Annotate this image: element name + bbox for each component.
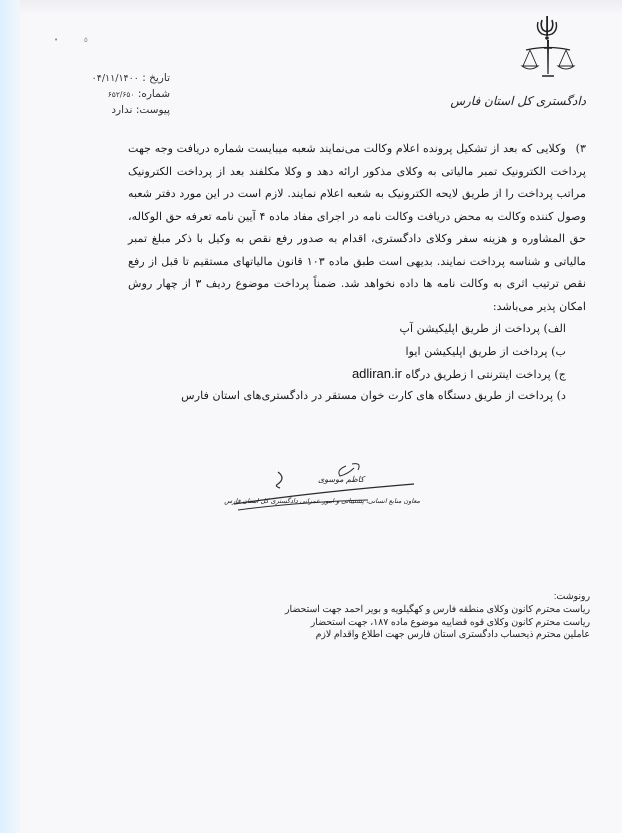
- signatory-title: معاون منابع انسانی، پشتیبانی و امور عمرانی دادگستری کل استان فارس: [224, 497, 420, 505]
- date-row: [60, 70, 170, 86]
- number-value: ۶۵۲/۶۵۰: [107, 90, 135, 99]
- list-item: [100, 318, 566, 341]
- copy-recipient: ریاست محترم کانون وکلای قوه قضاییه موضوع ماده ۱۸۷، جهت استحضار: [310, 615, 590, 627]
- number-row: [60, 86, 170, 102]
- letter-page: [20, 0, 622, 833]
- copies-label: رونوشت:: [553, 590, 590, 601]
- date-label: تاریخ :: [142, 72, 170, 84]
- attachment-label: پیوست:: [135, 104, 170, 116]
- scan-top-shadow: [20, 0, 622, 14]
- attachment-value: ندارد: [111, 104, 133, 116]
- scan-speck: •: [54, 36, 59, 44]
- copy-recipient: عاملین محترم ذیحساب دادگستری استان فارس جهت اطلاع واقدام لازم: [315, 628, 590, 640]
- payment-gateway-link: adliran.ir: [351, 366, 402, 381]
- handwritten-signature: [224, 460, 420, 520]
- attachment-row: [60, 102, 170, 118]
- list-item: [100, 363, 566, 386]
- copies-section: [228, 590, 590, 641]
- list-item: [100, 341, 566, 364]
- payment-method-text: الف) پرداخت از طریق اپلیکیشن آپ: [399, 322, 566, 335]
- paragraph-number: ۳): [575, 142, 586, 155]
- list-item: [100, 385, 566, 408]
- copy-recipient: ریاست محترم کانون وکلای منطقه فارس و کهگیلویه و بویر احمد جهت استحضار: [285, 602, 590, 614]
- scales-of-justice-emblem-icon: [518, 14, 578, 84]
- payment-method-text: ج) پرداخت اینترنتی ا زطریق درگاه: [405, 368, 566, 381]
- body-paragraph: [128, 138, 586, 318]
- payment-method-text: ب) پرداخت از طریق اپلیکیشن ایوا: [405, 344, 566, 358]
- paragraph-text: وکلایی که بعد از تشکیل پرونده اعلام وکالت می‌نمایند شعبه میبایست شماره دریافت وجه جهت پرداخت الکترونیک تمبر مالیاتی به وکلای مذکور ارائه دهد و وکلا مکلفند بعد از پرداخت الکترونیک مراتب پرداخت را از طریق لایحه الکترونیک به شعبه اعلام نمایند. لازم است در این مورد دفتر شعبه وصول کننده وکالت به محض دریافت وکالت نامه در اجرای مفاد ماده ۴ آیین نامه تعرفه حق الوکاله، حق المشاوره و هزینه سفر وکلای دادگستری، اقدام به صدور رفع نقص به وکیل با ذکر مبلغ تمبر مالیاتی و شناسه پرداخت نمایند. بدیهی است طبق ماده ۱۰۳ قانون مالیاتهای مستقیم تا قبل از رفع نقص ترتیب اثری به وکالت نامه ها داده نخواهد شد. ضمناً پرداخت موضوع ردیف ۳ از چهار روش امکان پذیر می‌باشد:: [128, 142, 587, 313]
- number-label: شماره:: [137, 88, 170, 100]
- date-value: ۰۴/۱۱/۱۴۰۰: [91, 73, 139, 84]
- signatory-name: کاظم موسوی: [318, 475, 364, 484]
- payment-methods-list: [100, 318, 566, 407]
- scan-edge-strip: [0, 0, 20, 833]
- scan-speck: ٥: [84, 36, 88, 44]
- payment-method-text: د) پرداخت از طریق دستگاه های کارت خوان مستقر در دادگستری‌های استان فارس: [181, 388, 566, 402]
- letter-meta: [60, 70, 170, 118]
- organization-name: دادگستری کل استان فارس: [450, 94, 586, 108]
